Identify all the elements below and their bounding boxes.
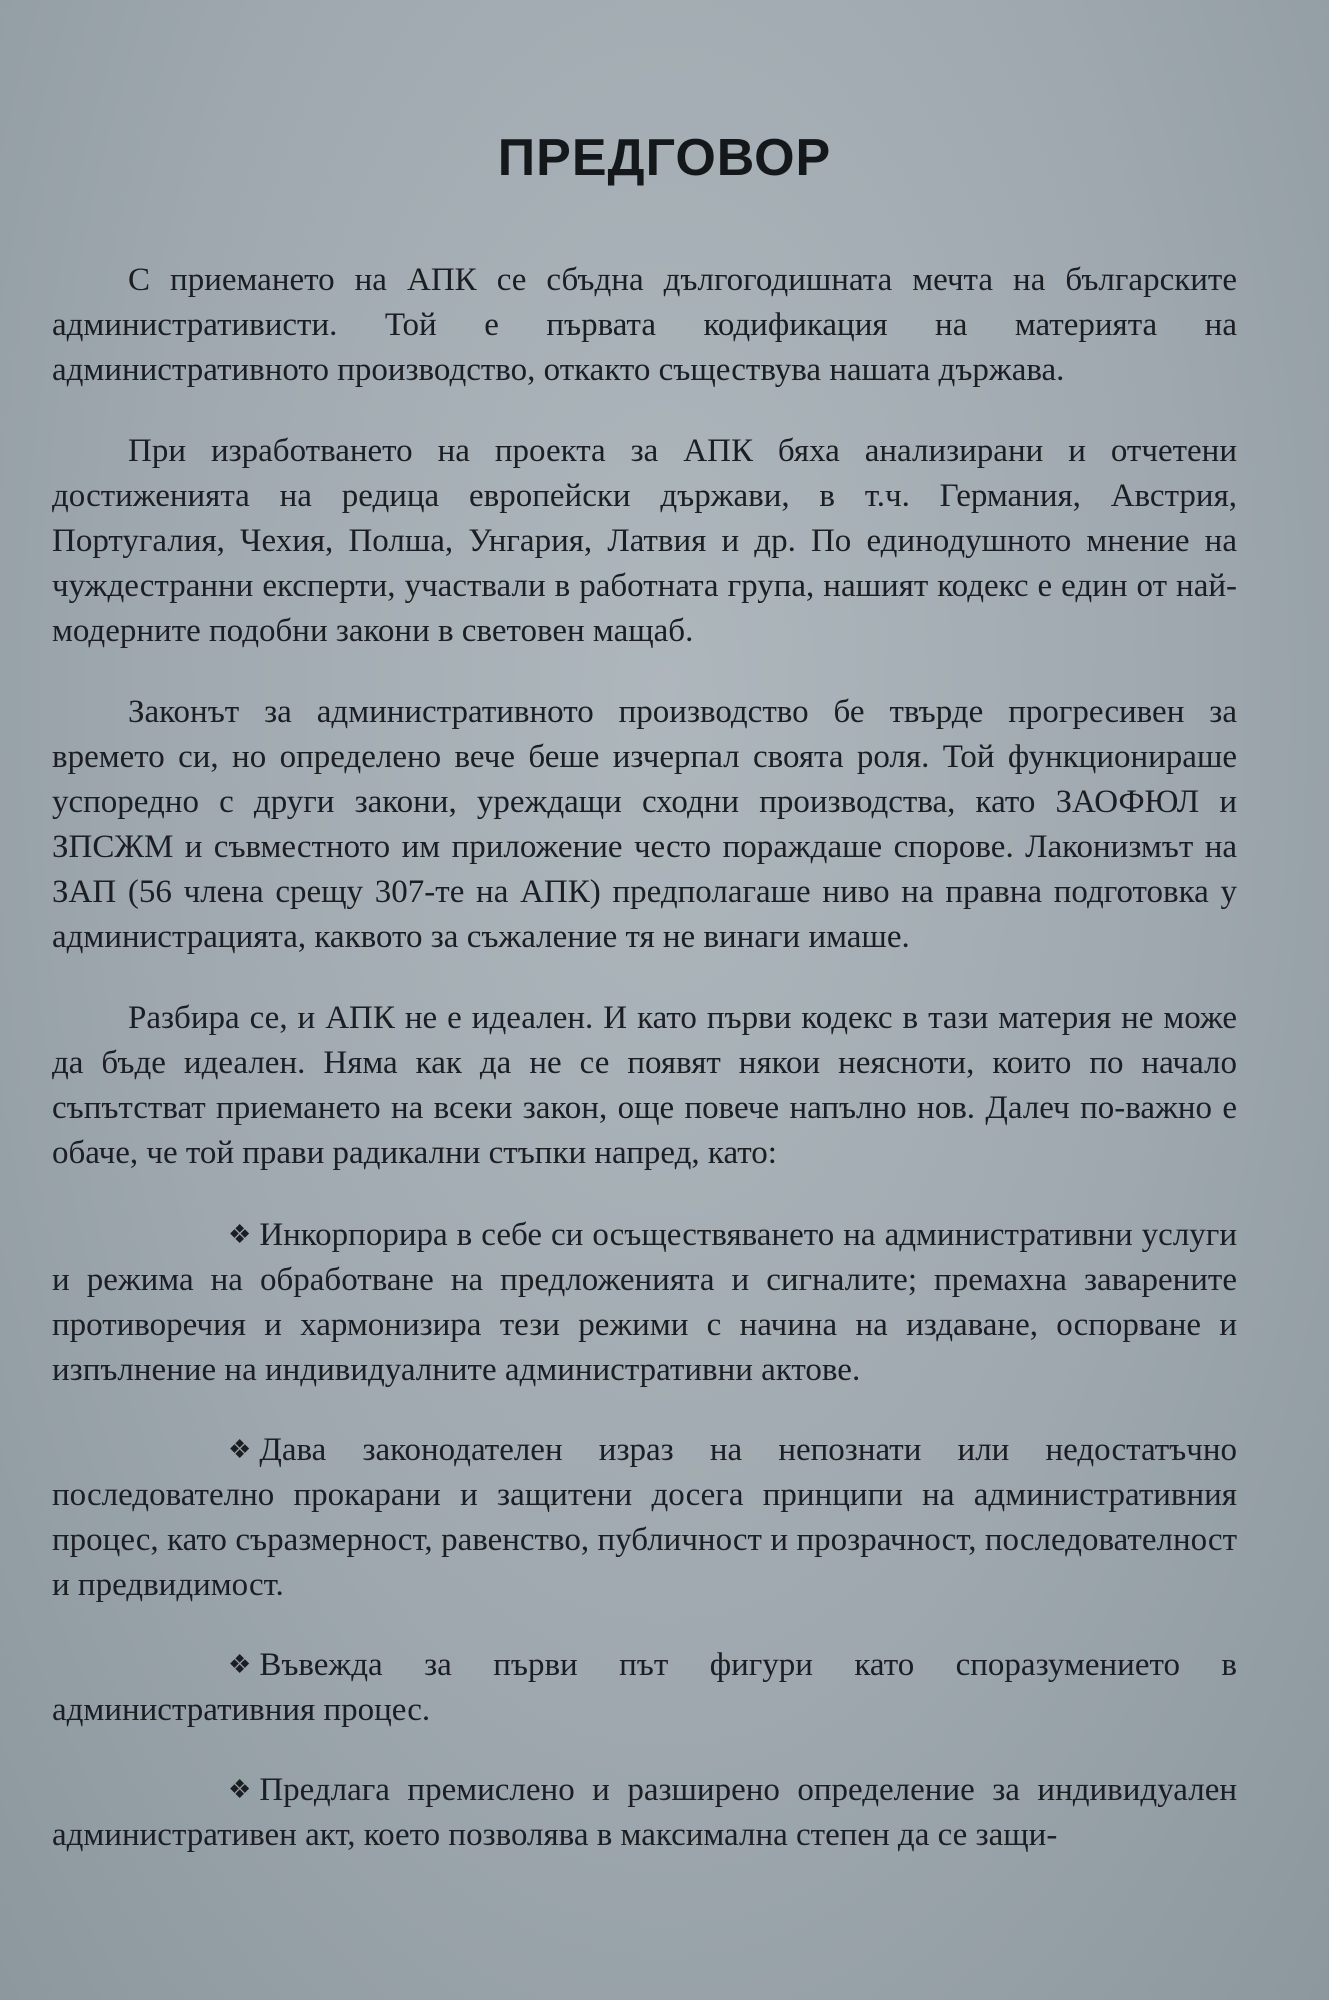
- paragraph-4: Разбира се, и АПК не е идеален. И като първи кодекс в тази материя не може да бъде идеален. Няма как да не се появят някои неясноти, които по начало съпътстват приемането на всеки закон, още повече напълно нов. Далеч по-важно е обаче, че той прави радикални стъпки напред, като:: [52, 1000, 1237, 1171]
- bullet-item-4: [52, 1767, 1237, 1858]
- bullet-diamond-icon: ❖: [228, 1220, 252, 1249]
- bullet-item-3: [52, 1642, 1237, 1733]
- bullet-text-2: Дава законодателен израз на непознати или недостатъчно последователно прокарани и защитени досега принципи на административния процес, като съразмерност, равенство, публичност и прозрачност, последователност и предвидимост.: [52, 1432, 1237, 1603]
- bullet-item-1: [52, 1212, 1237, 1393]
- bullet-item-2: [52, 1427, 1237, 1608]
- paragraph-1: С приемането на АПК се сбъдна дългогодишната мечта на българските административисти. Той е първата кодификация на материята на административното производство, откакто съществува нашата държава.: [52, 262, 1237, 388]
- paragraph-3: Законът за административното производство бе твърде прогресивен за времето си, но определено вече беше изчерпал своята роля. Той функционираше успоредно с други закони, уреждащи сходни производства, като ЗАОФЮЛ и ЗПСЖМ и съвместното им приложение често пораждаше спорове. Лаконизмът на ЗАП (56 члена срещу 307-те на АПК) предполагаше ниво на правна подготовка у администрацията, каквото за съжаление тя не винаги имаше.: [52, 694, 1237, 955]
- paragraph-2: При изработването на проекта за АПК бяха анализирани и отчетени достиженията на редица европейски държави, в т.ч. Германия, Австрия, Португалия, Чехия, Полша, Унгария, Латвия и др. По единодушното мнение на чуждестранни експерти, участвали в работната група, нашият кодекс е един от най-модерните подобни закони в световен мащаб.: [52, 433, 1237, 649]
- bullet-text-3: Въвежда за първи път фигури като споразумението в административния процес.: [52, 1647, 1237, 1728]
- page-title: ПРЕДГОВОР: [497, 129, 832, 187]
- bullet-text-4: Предлага премислено и разширено определение за индивидуален административен акт, което позволява в максимална степен да се защи-: [52, 1772, 1237, 1853]
- bullet-text-1: Инкорпорира в себе си осъществяването на административни услуги и режима на обработване на предложенията и сигналите; премахна заварените противоречия и хармонизира тези режими с начина на издаване, оспорване и изпълнение на индивидуалните административни актове.: [52, 1217, 1237, 1388]
- bullet-diamond-icon: ❖: [228, 1775, 252, 1804]
- bullet-diamond-icon: ❖: [228, 1650, 252, 1679]
- bullet-diamond-icon: ❖: [228, 1435, 252, 1464]
